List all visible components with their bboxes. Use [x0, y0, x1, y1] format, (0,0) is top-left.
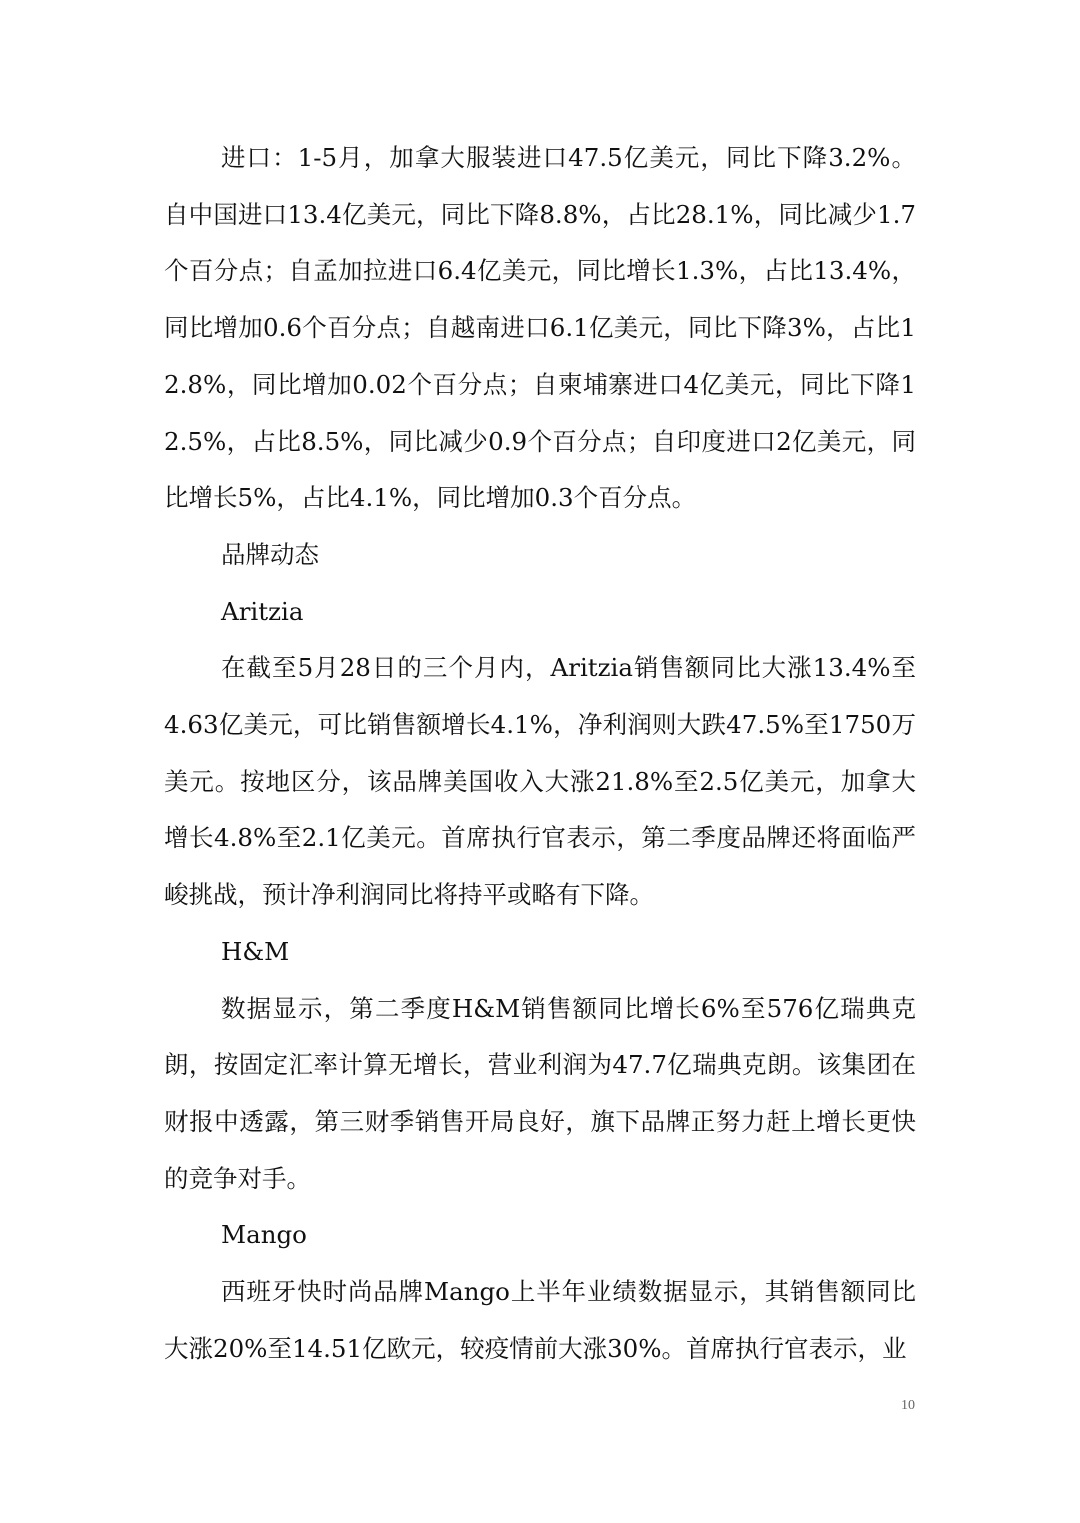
paragraph-hm: 数据显示，第二季度H&M销售额同比增长6%至576亿瑞典克朗，按固定汇率计算无增长，营业利润为47.7亿瑞典克朗。该集团在财报中透露，第三财季销售开局良好，旗下品牌正努力赶上增长更快的竞争对手。 — [164, 993, 916, 1193]
brand-heading-mango: Mango — [221, 1220, 307, 1250]
paragraph-canada-imports: 进口：1-5月，加拿大服装进口47.5亿美元，同比下降3.2%。自中国进口13.4亿美元，同比下降8.8%，占比28.1%，同比减少1.7个百分点；自孟加拉进口6.4亿美元，同比增长1.3%，占比13.4%，同比增加0.6个百分点；自越南进口6.1亿美元，同比下降3%，占比12.8%，同比增加0.02个百分点；自柬埔寨进口4亿美元，同比下降12.5%，占比8.5%，同比减少0.9个百分点；自印度进口2亿美元，同比增长5%，占比4.1%，同比增加0.3个百分点。 — [164, 143, 916, 513]
section-heading-brand-news: 品牌动态 — [221, 539, 319, 569]
brand-heading-aritzia: Aritzia — [221, 596, 304, 626]
paragraph-mango: 西班牙快时尚品牌Mango上半年业绩数据显示，其销售额同比大涨20%至14.51亿欧元，较疫情前大涨30%。首席执行官表示，业 — [164, 1277, 916, 1363]
brand-heading-hm: H&M — [221, 936, 290, 966]
document-body — [164, 130, 916, 1377]
page-number: 10 — [901, 1398, 915, 1413]
paragraph-aritzia: 在截至5月28日的三个月内，Aritzia销售额同比大涨13.4%至4.63亿美元，可比销售额增长4.1%，净利润则大跌47.5%至1750万美元。按地区分，该品牌美国收入大涨21.8%至2.5亿美元，加拿大增长4.8%至2.1亿美元。首席执行官表示，第二季度品牌还将面临严峻挑战，预计净利润同比将持平或略有下降。 — [164, 653, 916, 910]
